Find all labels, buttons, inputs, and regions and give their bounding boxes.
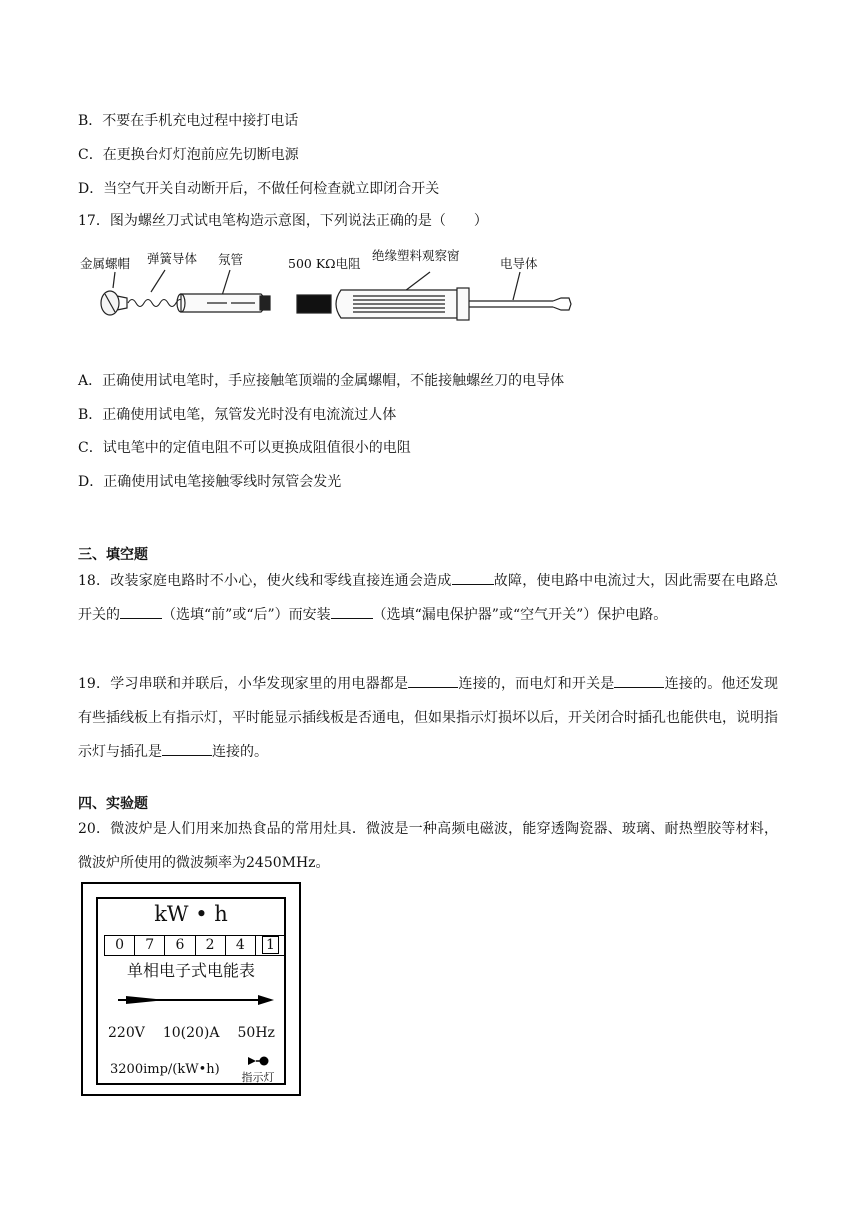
q17-option-b: B．正确使用试电笔，氖管发光时没有电流流过人体 (78, 407, 397, 423)
meter-title: 单相电子式电能表 (126, 961, 255, 980)
meter-current: 10(20)A (162, 1025, 220, 1041)
meter-digit: 0 (105, 936, 135, 955)
q19-blank-1 (408, 673, 458, 688)
q19-blank-2 (614, 673, 664, 688)
indicator-light-icon (246, 1055, 270, 1067)
q19-blank-3 (162, 741, 212, 756)
meter-digit: 6 (165, 936, 195, 955)
q17-stem: 17．图为螺丝刀式试电笔构造示意图，下列说法正确的是（ ） (78, 213, 488, 229)
q18-text (78, 564, 778, 632)
meter-voltage: 220V (108, 1025, 145, 1041)
label-spring: 弹簧导体 (147, 251, 198, 266)
q18-part-4: （选填“漏电保护器”或“空气开关”）保护电路。 (372, 607, 668, 623)
q18-part-1: 18．改装家庭电路时不小心，使火线和零线直接连通会造成 (78, 573, 452, 589)
meter-digit-decimal-value: 1 (262, 936, 279, 954)
meter-unit: kW • h (154, 902, 228, 926)
meter-constant: 3200imp/(kW•h) (110, 1062, 220, 1077)
q16-option-d: D．当空气开关自动断开后，不做任何检查就立即闭合开关 (78, 181, 440, 197)
meter-indicator (238, 1055, 278, 1085)
energy-meter-figure (81, 882, 301, 1096)
q18-part-2: 故障，使电路中电流过大，因此需要在电路总开关的 (78, 573, 778, 623)
meter-digit: 7 (135, 936, 165, 955)
indicator-label: 指示灯 (241, 1071, 275, 1084)
q19-text (78, 667, 778, 769)
meter-digit: 2 (196, 936, 226, 955)
q18-blank-3 (331, 604, 373, 619)
label-neon-tube: 氖管 (218, 252, 244, 267)
label-window: 绝缘塑料观察窗 (372, 248, 460, 263)
test-pen-drawing (95, 262, 585, 330)
meter-digits (104, 935, 286, 956)
label-resistor: 500 KΩ电阻 (288, 256, 361, 271)
section-fill-in-title: 三、填空题 (78, 547, 148, 563)
q17-option-c: C．试电笔中的定值电阻不可以更换成阻值很小的电阻 (78, 440, 411, 456)
q18-part-3: （选填“前”或“后”）而安装 (162, 607, 331, 623)
label-conductor: 电导体 (500, 256, 538, 271)
meter-ratings (108, 1024, 293, 1042)
q16-option-b: B．不要在手机充电过程中接打电话 (78, 113, 299, 129)
q19-part-2: 连接的，而电灯和开关是 (458, 676, 615, 692)
arrow-icon (116, 993, 276, 1007)
q16-option-c: C．在更换台灯灯泡前应先切断电源 (78, 147, 299, 163)
q19-part-3: 连接的。他还发现有些插线板上有指示灯，平时能显示插线板是否通电，但如果指示灯损坏以后，开关闭合时插孔也能供电，说明指示灯与插孔是 (78, 676, 778, 760)
q20-text: 20．微波炉是人们用来加热食品的常用灶具．微波是一种高频电磁波，能穿透陶瓷器、玻璃、耐热塑胶等材料，微波炉所使用的微波频率为2450MHz。 (78, 821, 778, 871)
q18-blank-1 (452, 570, 494, 585)
meter-frequency: 50Hz (237, 1025, 275, 1041)
meter-digit: 4 (226, 936, 256, 955)
label-metal-cap: 金属螺帽 (80, 256, 131, 271)
section-experiment-title: 四、实验题 (78, 796, 148, 812)
q17-option-d: D．正确使用试电笔接触零线时氖管会发光 (78, 474, 342, 490)
energy-meter-face (96, 897, 286, 1085)
q19-part-4: 连接的。 (212, 744, 268, 760)
q17-option-a: A．正确使用试电笔时，手应接触笔顶端的金属螺帽，不能接触螺丝刀的电导体 (78, 373, 565, 389)
meter-digit-decimal (256, 936, 285, 955)
q18-blank-2 (120, 604, 162, 619)
q19-part-1: 19．学习串联和并联后，小华发现家里的用电器都是 (78, 676, 409, 692)
